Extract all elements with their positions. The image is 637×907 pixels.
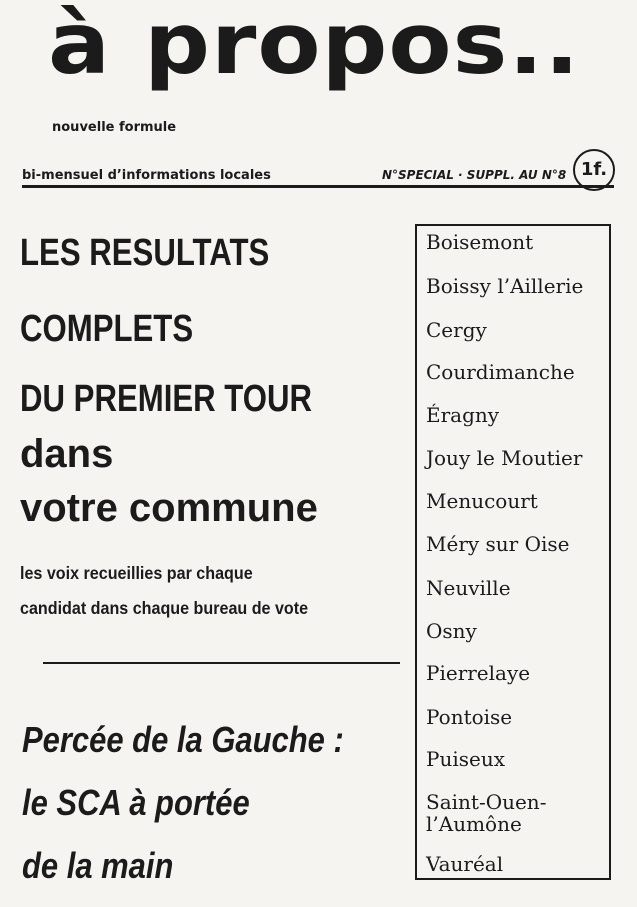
commune-item: Courdimanche — [426, 360, 575, 384]
issue-label: N°SPECIAL · SUPPL. AU N°8 — [382, 168, 567, 182]
price-badge: 1f. — [573, 149, 615, 191]
kicker-line-2: le SCA à portée — [22, 782, 250, 823]
commune-item: Puiseux — [426, 747, 505, 771]
commune-item: Vauréal — [426, 852, 504, 876]
commune-item: Boisemont — [426, 230, 534, 254]
commune-item: l’Aumône — [426, 812, 522, 836]
headline-sub-2: candidat dans chaque bureau de vote — [20, 598, 309, 618]
kicker-line-3: de la main — [22, 845, 174, 886]
masthead-tagline: bi-mensuel d’informations locales — [22, 168, 271, 183]
headline-sub-1: les voix recueillies par chaque — [20, 563, 253, 583]
commune-item: Neuville — [426, 576, 511, 600]
headline-line-4: dans — [20, 432, 114, 476]
commune-item: Cergy — [426, 318, 487, 342]
headline-line-1: LES RESULTATS — [20, 232, 270, 274]
headline-line-5: votre commune — [20, 486, 318, 530]
kicker-line-1: Percée de la Gauche : — [22, 719, 344, 760]
commune-item: Jouy le Moutier — [426, 446, 583, 470]
commune-item: Boissy l’Aillerie — [426, 274, 584, 298]
headline-line-3: DU PREMIER TOUR — [20, 378, 313, 420]
communes-box — [415, 224, 611, 880]
section-divider — [43, 662, 400, 664]
headline-line-2: COMPLETS — [20, 308, 194, 350]
masthead-subtitle: nouvelle formule — [52, 120, 177, 135]
commune-item: Menucourt — [426, 489, 538, 513]
masthead-rule — [22, 185, 614, 188]
commune-item: Saint-Ouen- — [426, 790, 547, 814]
commune-item: Éragny — [426, 403, 500, 427]
commune-item: Méry sur Oise — [426, 532, 570, 556]
commune-item: Pontoise — [426, 705, 513, 729]
masthead-title: à propos.. — [48, 0, 581, 94]
commune-item: Pierrelaye — [426, 661, 531, 685]
commune-item: Osny — [426, 619, 477, 643]
